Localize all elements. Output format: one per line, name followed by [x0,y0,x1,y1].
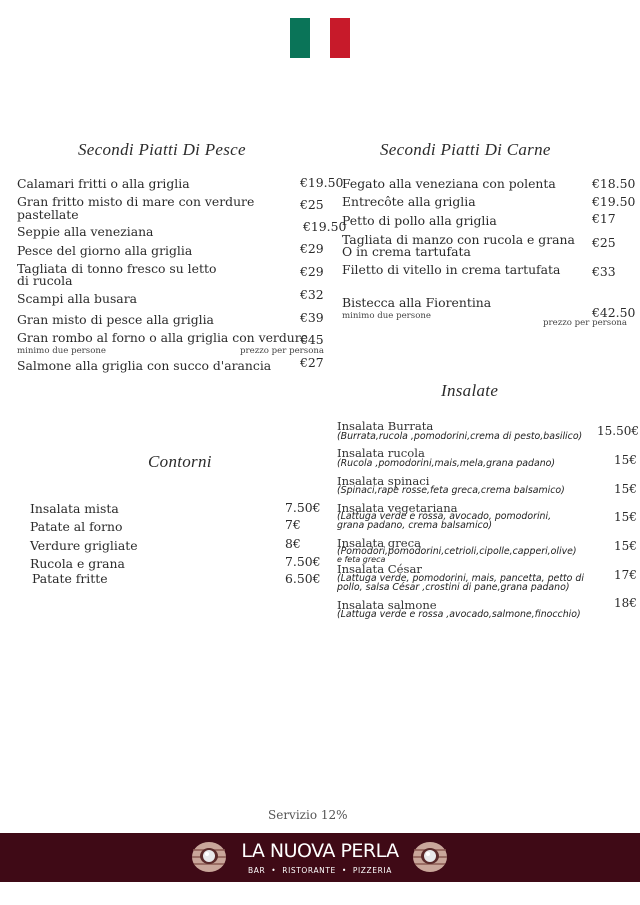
item-description: (Lattuga verde, pomodorini, mais, pancetta, petto di [337,573,584,584]
flag-red-stripe [330,18,350,58]
item-price: 15€ [614,510,637,524]
list-item: Insalata greca [337,536,422,550]
item-price: 7.50€ [285,500,321,515]
list-item: Tagliata di manzo con rucola e grana [342,232,575,247]
item-price: €19.50 [300,175,344,190]
list-item: Insalata salmone [337,598,437,612]
item-price: 15€ [614,482,637,496]
list-item-cont: pastellate [17,207,79,222]
item-note: prezzo per persona [543,318,628,328]
item-price: 15€ [614,539,637,553]
list-item: Gran rombo al forno o alla griglia con verdure [17,330,309,345]
item-price: 7.50€ [285,554,321,569]
list-item: Patate al forno [30,519,123,534]
list-item: Verdure grigliate [30,538,138,553]
list-item: Pesce del giorno alla griglia [17,243,193,258]
item-price: €29 [300,264,324,279]
item-description-cont: pollo, salsa César ,crostini di pane,grana padano) [337,582,570,593]
service-charge: Servizio 12% [268,808,348,822]
list-item: Patate fritte [32,571,108,586]
list-item: Insalata mista [30,501,119,516]
item-price: €17 [592,211,616,226]
list-item: Insalata spinaci [337,474,430,488]
list-item-cont: O in crema tartufata [342,244,471,259]
item-description: (Rucola ,pomodorini,mais,mela,grana padano) [337,458,556,469]
item-price: €42.50 [592,305,636,320]
item-price: 17€ [614,568,637,582]
item-description: (Spinaci,rape rosse,feta greca,crema balsamico) [337,485,565,496]
list-item: Entrecôte alla griglia [342,194,476,209]
list-item: Insalata vegetariana [337,501,458,515]
list-item: Scampi alla busara [17,291,138,306]
item-price: 15€ [614,453,637,467]
section-title-carne: Secondi Piatti Di Carne [380,140,551,159]
list-item: Tagliata di tonno fresco su letto [17,261,217,276]
list-item: Rucola e grana [30,556,125,571]
item-description: (Burrata,rucola ,pomodorini,crema di pesto,basilico) [337,431,583,442]
list-item: Salmone alla griglia con succo d'arancia [17,358,272,373]
list-item: Filetto di vitello in crema tartufata [342,262,561,277]
item-price: 6.50€ [285,571,321,586]
item-description-cont: e feta greca [337,555,386,564]
item-price: €33 [592,264,616,279]
item-price: €32 [300,287,324,302]
item-price: €25 [300,197,324,212]
item-description: (Pomodori,pomodorini,cetrioli,cipolle,capperi,olive) [337,546,577,557]
list-item: Seppie alla veneziana [17,224,154,239]
item-description: (Lattuga verde e rossa, avocado, pomodorini, [337,511,552,522]
section-title-pesce: Secondi Piatti Di Pesce [78,140,246,159]
brand-subtitle: BAR • RISTORANTE • PIZZERIA [248,866,392,875]
item-price: €25 [592,235,616,250]
section-title-insalate: Insalate [441,381,499,400]
item-price: €39 [300,310,324,325]
brand-name: LA NUOVA PERLA [241,840,399,862]
item-note: prezzo per persona [240,346,325,356]
item-note: minimo due persone [17,346,106,356]
list-item: Petto di pollo alla griglia [342,213,497,228]
item-description-cont: grana padano, crema balsamico) [337,520,493,531]
item-price: 8€ [285,536,301,551]
list-item: Calamari fritti o alla griglia [17,176,190,191]
item-price: 7€ [285,517,301,532]
flag-green-stripe [290,18,310,58]
item-price: 15.50€ [597,424,639,438]
item-description: (Lattuga verde e rossa ,avocado,salmone,finocchio) [337,609,581,620]
item-price: €19.50 [303,219,347,234]
item-price: €18.50 [592,176,636,191]
list-item: Fegato alla veneziana con polenta [342,176,556,191]
item-price: €45 [300,332,324,347]
section-title-contorni: Contorni [148,452,212,471]
item-price: 18€ [614,596,637,610]
list-item: Bistecca alla Fiorentina [342,295,492,310]
list-item: Gran fritto misto di mare con verdure [17,194,255,209]
item-price: €27 [300,355,324,370]
list-item: Gran misto di pesce alla griglia [17,312,214,327]
list-item: Insalata César [337,562,422,576]
item-note: minimo due persone [342,311,431,321]
item-price: €29 [300,241,324,256]
list-item: Insalata Burrata [337,419,434,433]
item-price: €19.50 [592,194,636,209]
list-item: Insalata rucola [337,446,425,460]
list-item-cont: di rucola [17,273,73,288]
